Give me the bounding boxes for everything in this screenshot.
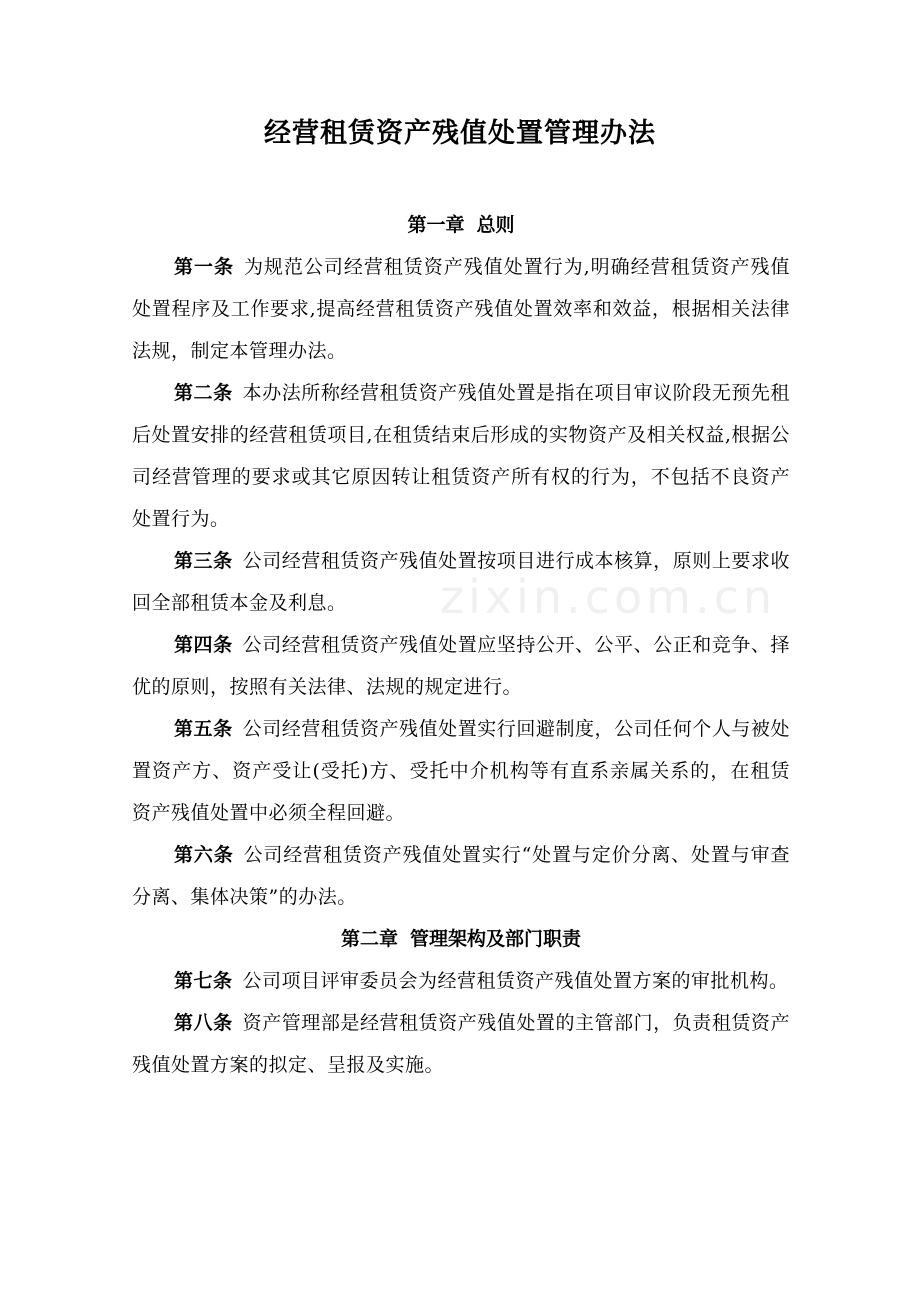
article-2: [132, 372, 790, 540]
article-text: 公司经营租赁资产残值处置按项目进行成本核算，原则上要求收回全部租赁本金及利息。: [132, 550, 790, 614]
article-7: [132, 960, 790, 1002]
article-text: 资产管理部是经营租赁资产残值处置的主管部门，负责租赁资产残值处置方案的拟定、呈报及实施。: [132, 1012, 790, 1076]
article-label: 第八条: [174, 1012, 233, 1034]
article-4: [132, 624, 790, 708]
article-8: [132, 1002, 790, 1086]
article-text: 公司经营租赁资产残值处置实行回避制度，公司任何个人与被处置资产方、资产受让(受托)方、受托中介机构等有直系亲属关系的，在租赁资产残值处置中必须全程回避。: [132, 718, 790, 824]
article-label: 第一条: [174, 256, 234, 278]
chapter-title: 管理架构及部门职责: [410, 928, 582, 950]
document-body: [132, 204, 790, 1086]
article-5: [132, 708, 790, 834]
article-text: 公司经营租赁资产残值处置应坚持公开、公平、公正和竞争、择优的原则，按照有关法律、法规的规定进行。: [132, 634, 790, 698]
article-label: 第三条: [174, 550, 233, 572]
article-6: [132, 834, 790, 918]
article-label: 第四条: [174, 634, 233, 656]
article-1: [132, 246, 790, 372]
chapter-title: 总则: [476, 214, 515, 236]
chapter-label: 第一章: [407, 214, 465, 236]
document-title: 经营租赁资产残值处置管理办法: [264, 118, 656, 149]
article-3: [132, 540, 790, 624]
article-text: 为规范公司经营租赁资产残值处置行为,明确经营租赁资产残值处置程序及工作要求,提高经营租赁资产残值处置效率和效益，根据相关法律法规，制定本管理办法。: [132, 256, 790, 362]
article-text: 本办法所称经营租赁资产残值处置是指在项目审议阶段无预先租后处置安排的经营租赁项目,在租赁结束后形成的实物资产及相关权益,根据公司经营管理的要求或其它原因转让租赁资产所有权的行为，不包括不良资产处置行为。: [132, 382, 790, 530]
article-label: 第六条: [174, 844, 234, 866]
article-label: 第五条: [174, 718, 233, 740]
article-label: 第二条: [174, 382, 233, 404]
article-text: 公司项目评审委员会为经营租赁资产残值处置方案的审批机构。: [242, 970, 789, 992]
chapter-label: 第二章: [340, 928, 398, 950]
chapter-1-heading: [132, 204, 790, 246]
chapter-2-heading: [132, 918, 790, 960]
watermark: zixin.com.cn: [440, 570, 777, 624]
article-label: 第七条: [174, 970, 233, 992]
article-text: 公司经营租赁资产残值处置实行“处置与定价分离、处置与审查分离、集体决策”的办法。: [132, 844, 790, 908]
